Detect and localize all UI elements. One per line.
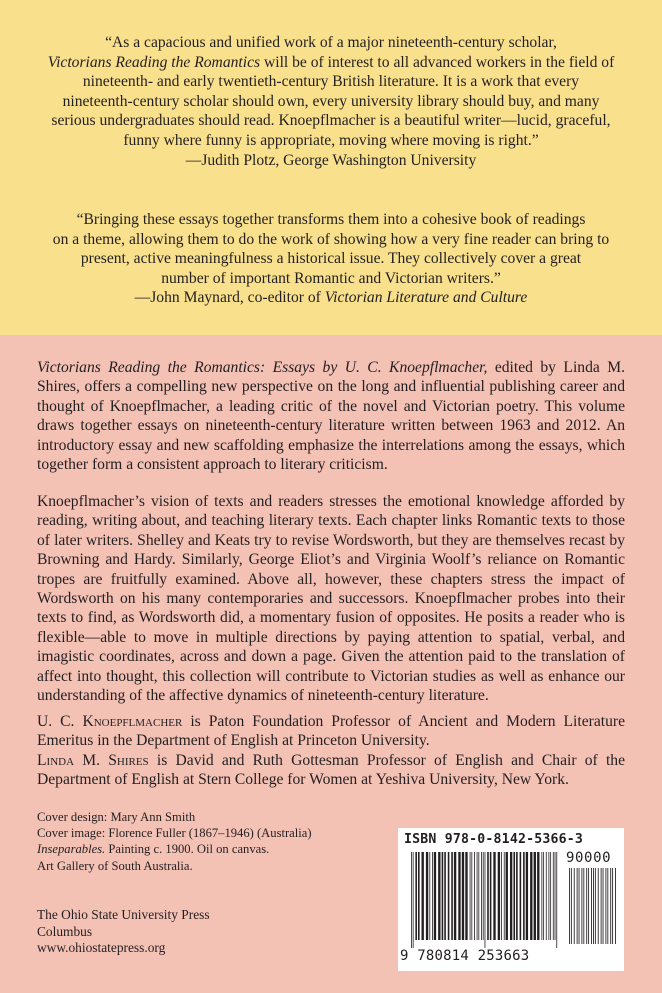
barcode-bar [546,852,547,940]
barcode-bar [591,868,592,944]
book-title: Victorians Reading the Romantics: Essays by U. C. Knoepflmacher, [37,359,488,376]
quote-line: Victorians Reading the Romantics will be of interest to all advanced workers in the field of [47,53,615,71]
barcode-bar [581,868,582,944]
barcode-bar [478,852,479,940]
quote-line: on a theme, allowing them to do the work of showing how a very fine reader can bring to [52,230,610,248]
barcode-bar [537,852,539,940]
barcode-bar [510,852,512,940]
barcode-bar [429,852,430,940]
barcode-bar [530,852,532,940]
barcode-bar [612,868,613,944]
barcode-bar [593,868,594,944]
gallery-credit: Art Gallery of South Australia. [37,858,193,873]
quote-line: nineteenth- and early twentieth-century British literature. It is a work that every [82,73,580,91]
barcode-bar [462,852,464,940]
bio-shires: Linda M. Shires is David and Ruth Gottesman Professor of English and Chair of the Department of English at Stern College for Women at Yeshiva University, New York. [37,751,625,789]
barcode-bar [543,852,544,940]
barcode-bar [483,852,484,940]
barcode-bar [550,852,551,940]
barcode-bar [490,852,492,940]
cover-image-credit: Cover image: Florence Fuller (1867–1946) (Australia) [37,826,312,841]
quote-line: nineteenth-century scholar should own, every university library should buy, and many [62,92,600,110]
barcode-bar [569,868,570,944]
publisher-website: www.ohiostatepress.org [37,940,166,955]
author-name: U. C. Knoepflmacher [37,713,183,730]
barcode-bar [493,852,495,940]
quote-attribution: —Judith Plotz, George Washington University [185,151,477,169]
barcode-bar [444,852,446,940]
barcode-bar [541,852,542,940]
barcode-bar [498,852,500,940]
barcode-bar [595,868,596,944]
description-paragraph-2 [37,492,625,705]
barcode-bar [504,852,505,940]
barcode-bar [579,868,580,944]
barcode-bar [548,852,549,940]
praise-quote-maynard [40,210,622,308]
barcode-bar [485,852,486,948]
barcode-bar [605,868,606,944]
barcode-bar [603,868,604,944]
barcode-bar [432,852,433,940]
description-text: edited by Linda M. Shires, offers a compelling new perspective on the long and influential publishing career and thought of Knoepflmacher, a leading critic of the novel and Victorian poetry. This volume draws together essays on nineteenth-century literature written between 1963 and 2012. An introductory essay and new scaffolding emphasize the interrelations among the essays, which together form a consistent approach to literary criticism. [37,359,625,474]
editor-name: Linda M. Shires [37,751,149,769]
barcode-bar [451,852,453,940]
barcode-bar [615,868,616,944]
barcode-bar [583,868,584,944]
quote-line: present, active meaningfulness a historical issue. They collectively cover a great [80,250,582,268]
barcode-bar [516,852,518,940]
barcode-bar [523,852,525,940]
painting-info: Inseparables. Painting c. 1900. Oil on canvas. [37,842,270,857]
quote-line: “As a capacious and unified work of a major nineteenth-century scholar, [105,34,557,51]
barcode-bar [413,852,414,948]
barcode-bar [448,852,450,940]
addon-digits: 90000 [566,850,612,866]
barcode-bar [442,852,444,940]
barcode-bar [506,852,508,940]
barcode-bar [422,852,424,940]
barcode-bar [481,852,482,940]
barcode-bar [555,852,556,940]
barcode-bar [415,852,417,940]
praise-quote-plotz [40,33,622,170]
barcode-bar [471,852,472,940]
barcode-bar [588,868,589,944]
barcode-bar [586,868,587,944]
barcode-bar [598,868,599,944]
barcode-bar [610,868,611,944]
addon-barcode-bars [568,868,618,952]
barcode-bar [426,852,428,940]
barcode-bar [526,852,528,940]
barcode-bar [465,852,467,940]
barcode-bar [513,852,515,940]
barcode-bar [553,852,554,940]
quote-line: “Bringing these essays together transforms them into a cohesive book of readings [76,211,586,228]
barcode-bar [534,852,536,940]
quote-line: funny where funny is appropriate, moving where moving is right.” [123,131,539,149]
quote-line: number of important Romantic and Victorian writers.” [161,269,501,287]
barcode-bar [556,852,557,948]
quote-attribution: —John Maynard, co-editor of Victorian Literature and Culture [134,289,528,307]
ean-digits: 9 780814 253663 [400,948,530,964]
description-text: Knoepflmacher’s vision of texts and readers stresses the emotional knowledge afforded by reading, writing about, and teaching literary texts. Each chapter links Romantic texts to those of later writers. Shelley and Keats try to revise Wordsworth, but they are themselves recast by Browning and Hardy. Similarly, George Eliot’s and Virginia Woolf’s reliance on Romantic tropes are fruitfully examined. Above all, however, these chapters stress the impact of Wordsworth on his many contemporaries and successors. Knoepflmacher probes into their texts to find, as Wordsworth did, a momentary fusion of opposites. He posits a reader who is flexible—able to move in multiple directions by paying attention to spatial, verbal, and imagistic coordinates, across and down a page. Given the attention paid to the translation of affect into thought, this collection will contribute to Victorian studies as well as enhance our understanding of the affective dynamics of nineteenth-century literature. [37,493,625,705]
bio-knoepflmacher: U. C. Knoepflmacher is Paton Foundation Professor of Ancient and Modern Literature Emeritus in the Department of English at Princeton University. [37,713,626,750]
barcode-bar [418,852,420,940]
barcode-bar [458,852,460,940]
barcode-bar [454,852,456,940]
description-paragraph-1 [37,358,625,474]
publisher-info [37,907,337,957]
barcode-bar [411,852,412,948]
cover-design-credit: Cover design: Mary Ann Smith [37,810,196,824]
author-bios [37,712,625,790]
isbn-label: ISBN 978-0-8142-5366-3 [404,832,584,847]
barcode-bar [601,868,602,944]
journal-title: Victorian Literature and Culture [324,289,528,307]
barcode-bar [607,868,608,944]
barcode-bar [501,852,502,940]
barcode-bar [434,852,436,940]
book-title: Victorians Reading the Romantics [47,53,261,71]
isbn-barcode [398,828,624,971]
barcode-bar [438,852,440,940]
ean-barcode-bars [410,852,560,948]
publisher-city: Columbus [37,923,93,939]
barcode-bar [574,868,575,944]
barcode-bar [520,852,522,940]
barcode-bar [577,868,578,944]
quote-line: serious undergraduates should read. Knoepflmacher is a beautiful writer—lucid, graceful, [51,112,611,130]
barcode-bar [571,868,572,944]
barcode-bar [474,852,475,940]
publisher-name: The Ohio State University Press [37,907,210,922]
barcode-bar [477,852,478,940]
barcode-bar [487,852,489,940]
barcode-bar [470,852,471,940]
cover-credits [37,809,377,874]
